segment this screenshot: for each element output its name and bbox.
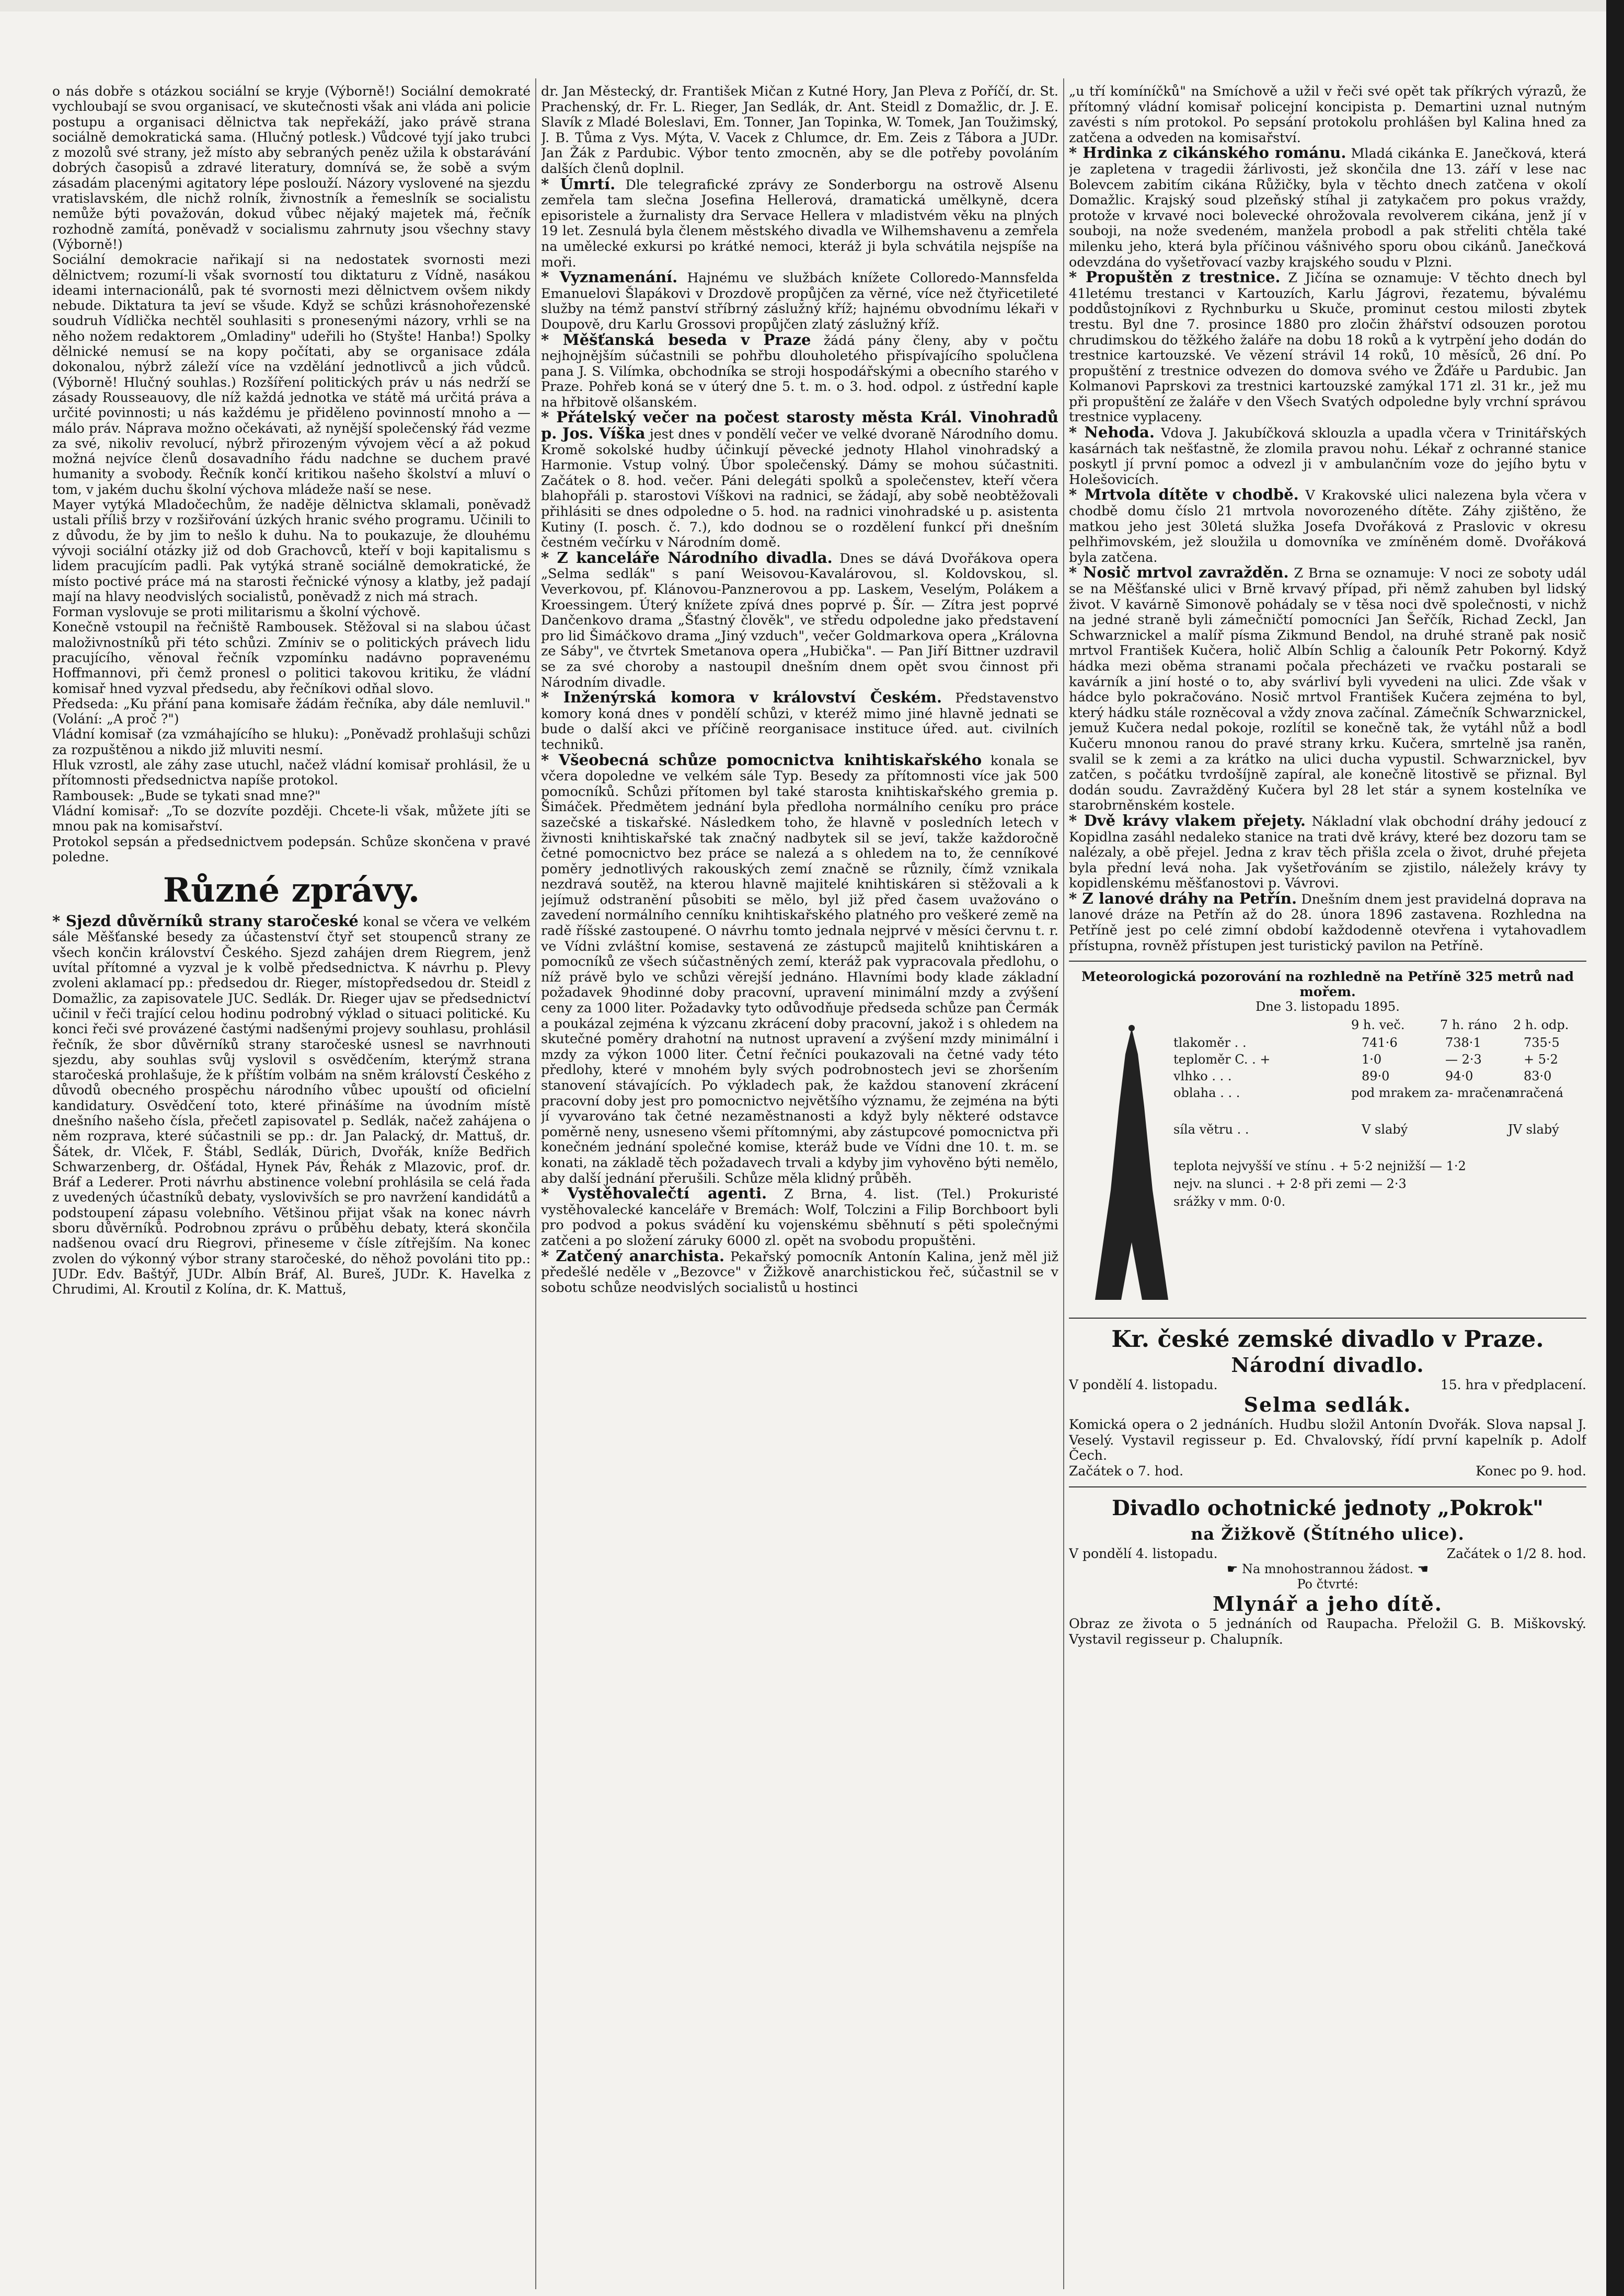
column-rule bbox=[1063, 78, 1064, 2289]
meteo-label: teploměr C. . + bbox=[1173, 1052, 1271, 1067]
meteo-value: + 5·2 bbox=[1524, 1052, 1558, 1067]
news-heading: * Hrdinka z cikánského románu. bbox=[1069, 144, 1346, 162]
news-heading: * Inženýrská komora v království Českém. bbox=[541, 688, 942, 707]
meteo-value: V slabý bbox=[1362, 1122, 1408, 1137]
news-text: Z Brna se oznamuje: V noci ze soboty udál se na Měšťanské ulici v Brně krvavý případ, při němž zahuben byl lidský život. V kavárně Simonově pohádaly se v těsa noci dvě společnosti, v nichž na jedné straně byli zámečničtí pomocníci Jan Šeřčík, Richad Zeckl, Jan Schwarznickel a malíř písma Zikmund Bendol, na druhé straně pak nosič mrtvol František Kučera, holič Albín Schlig a čalouník Petr Pokorný. Když hádka mezi oběma stranami počala přecházeti ve rvačku postarali se kavárník a jiní hosté o to, aby svárliví byli vyvedeni na ulici. Zde však v hádce bylo pokračováno. Nosič mrtvol František Kučera zejména to byl, který hádku stále rozněcoval a vždy znova začínal. Zámečník Schwarznickel, jemuž Kučera nedal pokoje, rozlítil se konečně tak, že vytáhl nůž a bodl Kučeru mnonou ranou do pravé strany krku. Kučera, smrtelně jsa raněn, svalil se k zemi a za krátko na ulici ducha vypustil. Schwarznickel, byv zatčen, s počátku tvrdošíjně zapíral, ale konečně litostivě se přiznal. Byl dodán soudu. Zavražděný Kučera byl 28 let stár a synem kostelníka ve starobrněnském kostele. bbox=[1069, 565, 1586, 813]
news-text: žádá pány členy, aby v počtu nejhojnějším súčastnili se pohřbu dlouholetého přispívajícího spolučlena pana J. S. Vilímka, obchodníka se stroji hospodářskými a obecního starého v Praze. Pohřeb koná se v úterý dne 5. t. m. o 3. hod. odpol. z ústřední kaple na hřbitově olšanském. bbox=[541, 332, 1058, 410]
column-1 bbox=[52, 84, 531, 2289]
news-heading: * Sjezd důvěrníků strany staročeské bbox=[52, 912, 359, 930]
news-text: konal se včera ve velkém sále Měšťanské besedy za účastenství čtyř set stoupenců strany ze všech končin království Českého. Sjezd zahájen drem Riegrem, jenž uvítal přítomné a vyzval je k volbě předsednictva. K návrhu p. Plevy zvoleni aklamací pp.: předsedou dr. Rieger, místopředsedou dr. Steidl z Domažlic, za zapisovatele JUC. Sedlák. Dr. Rieger ujav se předsednictví učinil v řeči trající celou hodinu podrobný výklad o situaci politické. Ku konci řeči své provázené častými nadšenými projevy souhlasu, prohlásil řečník, že sbor důvěrníků strany staročeské usnesl se navrhnouti sjezdu, aby souhlas svůj vyslovil s osvědčením, kterýmž strana staročeská prohlašuje, že k příštím volbám na sněm královstí Českého z důvodů obecného prospěchu národního vůbec upouští od oficielní kandidatury. Osvědčení toto, které přinášíme na úvodním místě dnešního našeho čísla, přečetl zapisovatel p. Sedlák, načež zahájena o něm rozprava, které súčastnili se pp.: dr. Jan Palacký, dr. Mattuš, dr. Šátek, dr. Vlček, F. Štábl, Sedlák, Dürich, Dvořák, kníže Bedřich Schwarzenberg, dr. Ošťádal, Hynek Páv, Řehák z Mlazovic, prof. dr. Bráf a Lederer. Proti návrhu abstinence volební prohlásila se celá řada z uvedených účastníků debaty, vyslovivších se pro navržení kandidátů a podstoupení zápasu volebního. Většinou přijat však na konec návrh sboru důvěrníků. Podrobnou zprávu o průběhu debaty, která skončila nadšenou ovací dru Riegrovi, přineseme v čísle zítřejším. Na konec zvolen do výkonný výbor strany staročeské, do něhož povoláni tito pp.: JUDr. Edv. Baštýř, JUDr. Albín Bráf, Al. Bureš, JUDr. K. Havelka z Chrudimi, Al. Kroutil z Kolína, dr. K. Mattuš, bbox=[52, 914, 531, 1297]
news-heading: * Vystěhovalečtí agenti. bbox=[541, 1184, 767, 1203]
meteo-date: Dne 3. listopadu 1895. bbox=[1256, 999, 1400, 1014]
news-item bbox=[541, 1249, 1058, 1296]
start-time: Začátek o 1/2 8. hod. bbox=[1446, 1546, 1586, 1562]
news-text: konala se včera dopoledne ve velkém sále Typ. Besedy za přítomnosti více jak 500 pomocníků. Schůzi přítomen byl také starosta knihtiskařského gremia p. Šimáček. Předmětem jednání byla předloha normálního ceníku pro práce sazečské a tiskařské. Následkem toho, že hlavně v posledních letech v živnosti knihtiskařské tak značný nadbytek sil se jeví, takže každoročně četné pomocnictvo bez práce se nalezá a s ohledem na to, že cenníkové poměry jednotlivých rakouských zemí značně se různily, čímž vznikala nezdravá soutěž, na kterou hlavně majitelé knihtiskáren si stěžovali a k jejímuž odstranění působiti se mělo, byl již před časem uvažováno o zavedení normálního cenníku knihtiskařského platného pro veškeré země na radě říšské zastoupené. O návrhu tomto jednala nejprvé v měsíci červnu t. r. ve Vídni zvláštní komise, sestavená ze zástupců majitelů knihtiskáren a pomocníků ze všech súčastněných zemí, kteráž pak vypracovala předlohu, o níž právě bylo ve schůzi věrejší jednáno. Hlavními body klade základní požadavek 9hodinné doby pracovní, upravení minimální mzdy a zvýšení ceny za 1000 liter. Požadavky tyto odůvodňuje předseda schůze pan Čermák a poukázal zejména k výzcanu zkrácení doby pracovní, jakož i s ohledem na skutečné poměry drahotní na nutnost upravení a zvýšení mzdy minimální i mzdy za výkon 1000 liter. Četní řečníci poukazovali na četné vady této předlohy, které v mnohém byly svých podrobnostech jevi se zhoršením stanovení stávajících. Po výkladech pak, že každou stanovení zkrácení pracovní doby jest pro pomocnictvo největšího významu, že zejména na býti jí vyvarováno tak četné nezaměstnanosti a když byly některé odstavce poměrně neny, usneseno všemi přítomnými, aby zástupcové pomocnictva při konečném jednání společné komise, kteráž bude ve Vídni dne 10. t. m. se konati, na základě těch požadavech trvali a kdyby jim vyhověno býti nemělo, aby další jednání přerušili. Schůze měla klidný průběh. bbox=[541, 752, 1058, 1186]
pointing-hand-icon: ☚ bbox=[1417, 1562, 1429, 1577]
meteo-title: Meteorologická pozorování na rozhledně na Petříně 325 metrů nad mořem. bbox=[1081, 969, 1574, 1000]
theatre-date: V pondělí 4. listopadu. bbox=[1069, 1377, 1218, 1393]
meteo-label: vlhko . . . bbox=[1173, 1069, 1232, 1084]
divider bbox=[1069, 1486, 1586, 1487]
news-heading: * Z kanceláře Národního divadla. bbox=[541, 548, 833, 567]
news-heading: * Mrtvola dítěte v chodbě. bbox=[1069, 486, 1299, 504]
news-text: Hajnému ve službách knížete Colloredo-Mannsfelda Emanuelovi Šlapákovi v Drozdově propůjčen za věrné, více než čtyřicetileté služby na témž panství stříbrný záslužný kříž; hajnému obvodnímu lékaři v Doupově, dru Karlu Grossovi propůjčen zlatý záslužný kříž. bbox=[541, 270, 1058, 332]
theatre-subtitle: Národní divadlo. bbox=[1231, 1353, 1424, 1377]
meteo-value: 738·1 bbox=[1445, 1035, 1481, 1051]
start-time: Začátek o 7. hod. bbox=[1069, 1463, 1184, 1479]
divider bbox=[1069, 1318, 1586, 1319]
meteo-value: 735·5 bbox=[1524, 1035, 1560, 1051]
news-heading: * Dvě krávy vlakem přejety. bbox=[1069, 811, 1306, 829]
news-heading: * Všeobecná schůze pomocnictva knihtiskařského bbox=[541, 751, 982, 769]
news-item bbox=[1069, 487, 1586, 565]
theatre-date-row bbox=[1069, 1546, 1586, 1562]
end-time: Konec po 9. hod. bbox=[1476, 1463, 1586, 1479]
news-item bbox=[541, 550, 1058, 690]
news-heading: * Propuštěn z trestnice. bbox=[1069, 268, 1281, 286]
news-item bbox=[1069, 565, 1586, 813]
news-heading: * Vyznamenání. bbox=[541, 268, 678, 286]
paragraph: Konečně vstoupil na řečniště Rambousek. Stěžoval si na slabou účast maloživnostníků při této schůzi. Zmíniv se o politických právech lidu pracujícího, věnoval řečník vzpomínku nadávno popravenému Hoffmannovi, při čemž pronesl o politici takovou kritiku, že vládní komisař hned vyzval předsedu, aby řečníkovi odňal slovo. bbox=[52, 619, 531, 696]
section-title: Různé zprávy. bbox=[163, 871, 420, 910]
theatre-title: Divadlo ochotnické jednoty „Pokrok" bbox=[1112, 1496, 1544, 1521]
meteo-label: síla větru . . bbox=[1173, 1122, 1249, 1137]
paragraph: Protokol sepsán a předsednictvem podepsán. Schůze skončena v pravé poledne. bbox=[52, 834, 531, 864]
news-item bbox=[541, 270, 1058, 332]
news-text: V Krakovské ulici nalezena byla včera v chodbě domu číslo 21 mrtvola novorozeného dítěte. Záhy zjištěno, že matkou jeho jest 30letá služka Josefa Dvořáková z Praslovic v okresu pelhřimovském, jež sloužila u domovníka ve zmíněném domě. Dvořáková byla zatčena. bbox=[1069, 487, 1586, 565]
meteo-table: 9 h. več. 7 h. ráno 2 h. odp. tlakoměr . . 741·6 738·1 735·5 teploměr C. . + 1·0 — 2·3 + 5·2 vlhko . . . 89·0 94·0 83·0 oblaha . . . pod mrakem za- mračena mračená síla větru . . V slabý JV slabý teplota nejvyšší ve stínu . + 5·2 nejnižší — 1·2 nejv. na slunci . + 2·8 při zemi — 2·3 srážky v mm. 0·0. bbox=[1069, 1018, 1586, 1310]
meteo-value: — 2·3 bbox=[1445, 1052, 1482, 1067]
theatre-repeat: ☛ Na mnohostrannou žádost. ☚ bbox=[1226, 1562, 1429, 1577]
play-description: Komická opera o 2 jednáních. Hudbu složil Antonín Dvořák. Slova napsal J. Veselý. Vystavil regisseur p. Ed. Chvalovský, řídí první kapelník p. Adolf Čech. bbox=[1069, 1416, 1586, 1463]
theatre-date-row bbox=[1069, 1377, 1586, 1393]
theatre-when: Po čtvrté: bbox=[1297, 1577, 1358, 1592]
news-heading: * Nosič mrtvol zavražděn. bbox=[1069, 563, 1289, 582]
meteo-value: 741·6 bbox=[1362, 1035, 1398, 1051]
news-text: Z Brna, 4. list. (Tel.) Prokuristé vystěhovalecké kanceláře v Bremách: Wolf, Tolczini a Filip Borchboort byli pro podvod a pokus svádění ku vojenskému sběhnutí s pěti společnými zatčeni a po složení záruky 6000 zl. opět na svobodu propuštěni. bbox=[541, 1186, 1058, 1248]
meteo-value: 89·0 bbox=[1362, 1069, 1390, 1084]
news-item bbox=[1069, 891, 1586, 953]
meteo-value: JV slabý bbox=[1508, 1122, 1559, 1137]
news-text: Pekařský pomocník Antonín Kalina, jenž měl již předešlé neděle v „Bezovce" v Žižkově anarchistickou řeč, súčastnil se v sobotu schůze neodvislých socialistů u hostinci bbox=[541, 1248, 1058, 1295]
theatre-note: 15. hra v předplacení. bbox=[1440, 1377, 1586, 1393]
paragraph: Sociální demokracie nařikají si na nedostatek svornosti mezi dělnictvem; rozumí-li však svorností tou diktaturu z Vídně, nasákou ideami internacionálů, pak té svornosti mezi dělnictvem ovšem nikdy nebude. Diktatura ta jeví se všude. Když se schůzi krásnohořezenské soudruh Vídlička nechtěl souhlasiti s pronesenými názory, vrhli se na něho nožem redaktorem „Omladiny" udeřili ho (Styšte! Hanba!) Spolky dělnické nemusí se na kopy počítati, aby se organisace zdála dokonalou, nýbrž záleží více na vzdělání jednotlivců a jich vůdců. (Výborně! Hlučný souhlas.) Rozšíření politických práv u nás nedrží se zásady Rousseauovy, dle níž každá jednotka ve státě má určitá práva a určité povinnosti; u nás každému je přiděleno povinností mnoho a — málo práv. Náprava možno očekávati, až nynější společenský řád vezme za své, nikoliv revolucí, nýbrž přirozeným vývojem věcí a až pokud možná nejvíce členů dosavadního řádu nadchne se duchem pravé humanity a svobody. Řečník končí kritikou našeho školství a mluví o tom, v jakém duchu školní výchova mládeže naší se nese. bbox=[52, 252, 531, 497]
news-text: Dle telegrafické zprávy ze Sonderborgu na ostrově Alsenu zemřela tam slečna Josefina Hellerová, dramatická umělkyně, dcera episoristele a žurnalisty dra Servace Hellera v mladistvém věku na plných 19 let. Zesnulá byla členem městského divadla ve Wilhemshavenu a zemřela na umělecké exkursi po krátké nemoci, kteráž ji byla schvátila nejspíše na moři. bbox=[541, 176, 1058, 270]
divider bbox=[1069, 961, 1586, 962]
news-item bbox=[1069, 270, 1586, 425]
paragraph: Forman vyslovuje se proti militarismu a školní výchově. bbox=[52, 604, 421, 620]
pointing-hand-icon: ☛ bbox=[1226, 1562, 1238, 1577]
paragraph: Vládní komisař: „To se dozvíte později. Chcete-li však, můžete jíti se mnou pak na komisařství. bbox=[52, 803, 531, 834]
news-item bbox=[541, 177, 1058, 270]
news-item bbox=[1069, 813, 1586, 891]
news-item bbox=[1069, 145, 1586, 270]
theatre-times bbox=[1069, 1463, 1586, 1479]
news-text: Nákladní vlak obchodní dráhy jedoucí z Kopidlna zasáhl nedaleko stanice na trati dvě krávy, které bez dozoru tam se nalézaly, a obě přejel. Jedna z krav těch přišla zcela o život, druhé přejeta byla přední levá noha. Jak vyšetřováním se zjistilo, náležely krávy ty kopidlenskému měšťanostovi p. Vávrovi. bbox=[1069, 813, 1586, 891]
news-item bbox=[541, 410, 1058, 550]
news-item bbox=[541, 1186, 1058, 1248]
news-heading: * Měšťanská beseda v Praze bbox=[541, 330, 811, 349]
column-2 bbox=[541, 84, 1058, 2289]
news-text: jest dnes v pondělí večer ve velké dvoraně Národního domu. Kromě sokolské hudby účinkují pěvecké jednoty Hlahol vinohradský a Harmonie. Vstup volný. Úbor společenský. Dámy se mohou súčastniti. Začátek o 8. hod. večer. Páni delegáti spolků a společenstev, kteří včera blahopřáli p. starostovi Víškovi na radnici, se žádají, aby sobě neobtěžovali přihlásiti se dnes odpoledne o 5. hod. na radnici vinohradské u p. asistenta Kutiny (I. posch. č. 7.), kdo dodnou se o rozdělení funkcí při dnešním čestném večírku v Národním domě. bbox=[541, 426, 1058, 550]
play-description: Obraz ze života o 5 jednáních od Raupacha. Přeložil G. B. Miškovský. Vystavil regisseur p. Chalupník. bbox=[1069, 1616, 1586, 1647]
scan-margin bbox=[0, 0, 1624, 11]
news-heading: * Nehoda. bbox=[1069, 423, 1155, 442]
news-item bbox=[541, 753, 1058, 1186]
play-title: Selma sedlák. bbox=[1243, 1393, 1412, 1417]
meteo-value: za- mračena bbox=[1435, 1086, 1513, 1101]
news-item bbox=[541, 690, 1058, 752]
paragraph: Hluk vzrostl, ale záhy zase utuchl, načež vládní komisař prohlásil, že u přítomnosti předsednictva napíše protokol. bbox=[52, 757, 531, 788]
column-rule bbox=[535, 78, 536, 2289]
theatre-title: Kr. české zemské divadlo v Praze. bbox=[1111, 1326, 1544, 1353]
news-heading: * Úmrtí. bbox=[541, 175, 616, 193]
news-text: Dnes se dává Dvořákova opera „Selma sedlák" s paní Weisovou-Kavalárovou, sl. Koldovskou, sl. Veverkovou, pf. Klánovou-Panznerovou a pp. Laskem, Veselým, Polákem a Kroessingem. Úterý knížete zpívá dnes poprvé p. Šír. — Zítra jest poprvé Dančenkovo drama „Šťastný člověk", ve středu odpoledne jako představení pro lid Šimáčkovo drama „Jiný vzduch", večer Goldmarkova opera „Královna ze Sáby", ve čtvrtek Smetanova opera „Hubička". — Pan Jiří Bittner uzdravil se za své choroby a nastoupil dnešním dnem opět svou činnost při Národním divadle. bbox=[541, 550, 1058, 690]
paragraph: Předseda: „Ku přání pana komisaře žádám řečníka, aby dále nemluvil." (Volání: „A proč ?") bbox=[52, 696, 531, 727]
meteo-col-header: 2 h. odp. bbox=[1513, 1018, 1569, 1033]
news-heading: * Přátelský večer na počest starosty města Král. Vinohradů p. Jos. Víška bbox=[541, 408, 1058, 443]
news-item bbox=[52, 914, 531, 1297]
scan-edge bbox=[1606, 0, 1624, 2296]
theatre-date: V pondělí 4. listopadu. bbox=[1069, 1546, 1218, 1562]
news-item bbox=[1069, 425, 1586, 487]
theatre-subtitle: na Žižkově (Štítného ulice). bbox=[1191, 1524, 1465, 1544]
news-item bbox=[541, 332, 1058, 410]
play-title: Mlynář a jeho dítě. bbox=[1212, 1592, 1443, 1616]
meteo-label: oblaha . . . bbox=[1173, 1086, 1240, 1101]
paragraph: Vládní komisař (za vzmáhajícího se hluku): „Poněvadž prohlašuji schůzi za rozpuštěnou a nikdo již mluviti nesmí. bbox=[52, 726, 531, 757]
paragraph: dr. Jan Městecký, dr. František Mičan z Kutné Hory, Jan Pleva z Poříčí, dr. St. Prachenský, dr. Fr. L. Rieger, Jan Sedlák, dr. Ant. Steidl z Domažlic, dr. J. E. Slavík z Mladé Boleslavi, Em. Tonner, Jan Topinka, W. Tomek, Jan Toužimský, J. B. Tůma z Vys. Mýta, V. Vacek z Chlumce, dr. Em. Zeis z Tábora a JUDr. Jan Žák z Pardubic. Výbor tento zmocněn, aby se dle potřeby povoláním dalších členů doplnil. bbox=[541, 84, 1058, 176]
meteo-value: 83·0 bbox=[1524, 1069, 1552, 1084]
meteo-value: mračená bbox=[1508, 1086, 1563, 1101]
petrin-tower-icon bbox=[1090, 1023, 1173, 1305]
news-text: Vdova J. Jakubíčková sklouzla a upadla včera v Trinitářských kasárnách tak nešťastně, že zlomila pravou nohu. Lékař z ochranné stanice poskytl jí první pomoc a odvezl ji v ambulančním voze do jejího bytu v Holešovicích. bbox=[1069, 425, 1586, 487]
meteo-value: 94·0 bbox=[1445, 1069, 1473, 1084]
meteo-value: 1·0 bbox=[1362, 1052, 1382, 1067]
news-text: Mladá cikánka E. Janečková, která je zapletena v tragedii žárlivosti, jež skončila dne 13. září v lese nac Bolevcem zabitím cikána Růžičky, byla v těchto dnech zatčena v okolí Domažlic. Krajský soud plzeňský stíhal ji zatykačem pro pokus vraždy, protože v krvavé noci bolevecké ohrožovala revolverem cikána, jenž jí v souboji, na nože svedeném, manžela probodl a pak střeliti chtěla také milenku jeho, která byla příčinou vášnivého sporu obou cikánů. Janečková odevzdána do vyšetřovací vazby krajského soudu v Plzni. bbox=[1069, 145, 1586, 270]
meteo-col-header: 9 h. več. bbox=[1351, 1018, 1405, 1033]
meteo-value: pod mrakem bbox=[1351, 1086, 1431, 1101]
meteo-col-header: 7 h. ráno bbox=[1440, 1018, 1498, 1033]
paragraph: Rambousek: „Bude se tykati snad mne?" bbox=[52, 788, 321, 803]
news-heading: * Zatčený anarchista. bbox=[541, 1247, 725, 1265]
news-text: Dnešním dnem jest pravidelná doprava na lanové dráze na Petřín až do 28. února 1896 zastavena. Rozhledna na Petříně jest po celé zimní období každodenně otevřena i vytahovadlem přístupna, rovněž přístupen jest turistický pavilon na Petříně. bbox=[1069, 891, 1586, 953]
news-text: Představenstvo komory koná dnes v pondělí schůzi, v kteréž mimo jiné hlavně jednati se bude o další akci ve příčině reorganisace instituce úřed. aut. civilních techniků. bbox=[541, 690, 1058, 752]
paragraph: Mayer vytýká Mladočechům, že naděje dělnictva sklamali, poněvadž ustali příliš brzy v rozšiřování úzkých hranic svého programu. Učinili to z důvodu, že by jim to nešlo k duhu. Na to poukazuje, že dlouhému vývoji sociální otázky již od dob Grachovců, kteří v boji kapitalismu s lidem pracujícím padli. Pak vytýká straně sociálně demokratické, že místo poctivé práce má na starosti řečnické výnosy a klatby, jež padají mají na hlavy neodvislých socialistů, poněvadž z nich má strach. bbox=[52, 497, 531, 604]
news-heading: * Z lanové dráhy na Petřín. bbox=[1069, 889, 1297, 907]
meteo-label: tlakoměr . . bbox=[1173, 1035, 1247, 1051]
column-3 bbox=[1069, 84, 1586, 2289]
news-text: Z Jičína se oznamuje: V těchto dnech byl 41letému trestanci v Kartouzích, Karlu Jágrovi, řezatemu, bývalému poddůstojníkovi z Rychnburku u Skuče, prominut cestou milosti zbytek trestu. Byl dne 7. prosince 1880 pro zločin žhářství odsouzen porotou chrudimskou do těžkého žaláře na dobu 18 roků a k vytrpění jeho dodán do trestnice kartouzské. Ve vězení strávil 14 roků, 10 měsíců, 26 dní. Po propuštění z trestnice odvezen do domova svého ve Žďáře u Pardubic. Jan Kolmanovi Paprskovi za trestnici kartouzské zamýkal 171 zl. 31 kr., jež mu při propuštění ze žaláře v den Všech Svatých odpoledne byly vrchní správou trestnice vyplaceny. bbox=[1069, 270, 1586, 425]
paragraph: „u tří komíníčků" na Smíchově a užil v řeči své opět tak příkrých výrazů, že přítomný vládní komisař policejní koncipista p. Demartini uznal nutným zavésti s ním protokol. Po sepsání protokolu prohlášen byl Kalina hned za zatčena a odveden na komisařství. bbox=[1069, 84, 1586, 145]
paragraph: o nás dobře s otázkou sociální se kryje (Výborně!) Sociální demokraté vychloubají se svou organisací, ve skutečnosti však ani vláda ani policie postupu a organisaci dělnictva tak nepřekáží, jako právě strana sociálně demokratická sama. (Hlučný potlesk.) Vůdcové tyjí jako trubci z mozolů své strany, jež místo aby sebraných peněz užila k obstarávání dobrých časopisů a zdravé literatury, domnívá se, že sobě a svým zásadám placenými agitatory lépe poslouží. Názory vyslovené na sjezdu vratislavském, dle nichž rolník, živnostník a řemeslník se socialistu nemůže býti považován, dokud vůbec nějaký majetek má, řečník rozhodně zamítá, poněvadž v socialismu zahrnuty jsou všechny stavy (Výborně!) bbox=[52, 84, 531, 252]
